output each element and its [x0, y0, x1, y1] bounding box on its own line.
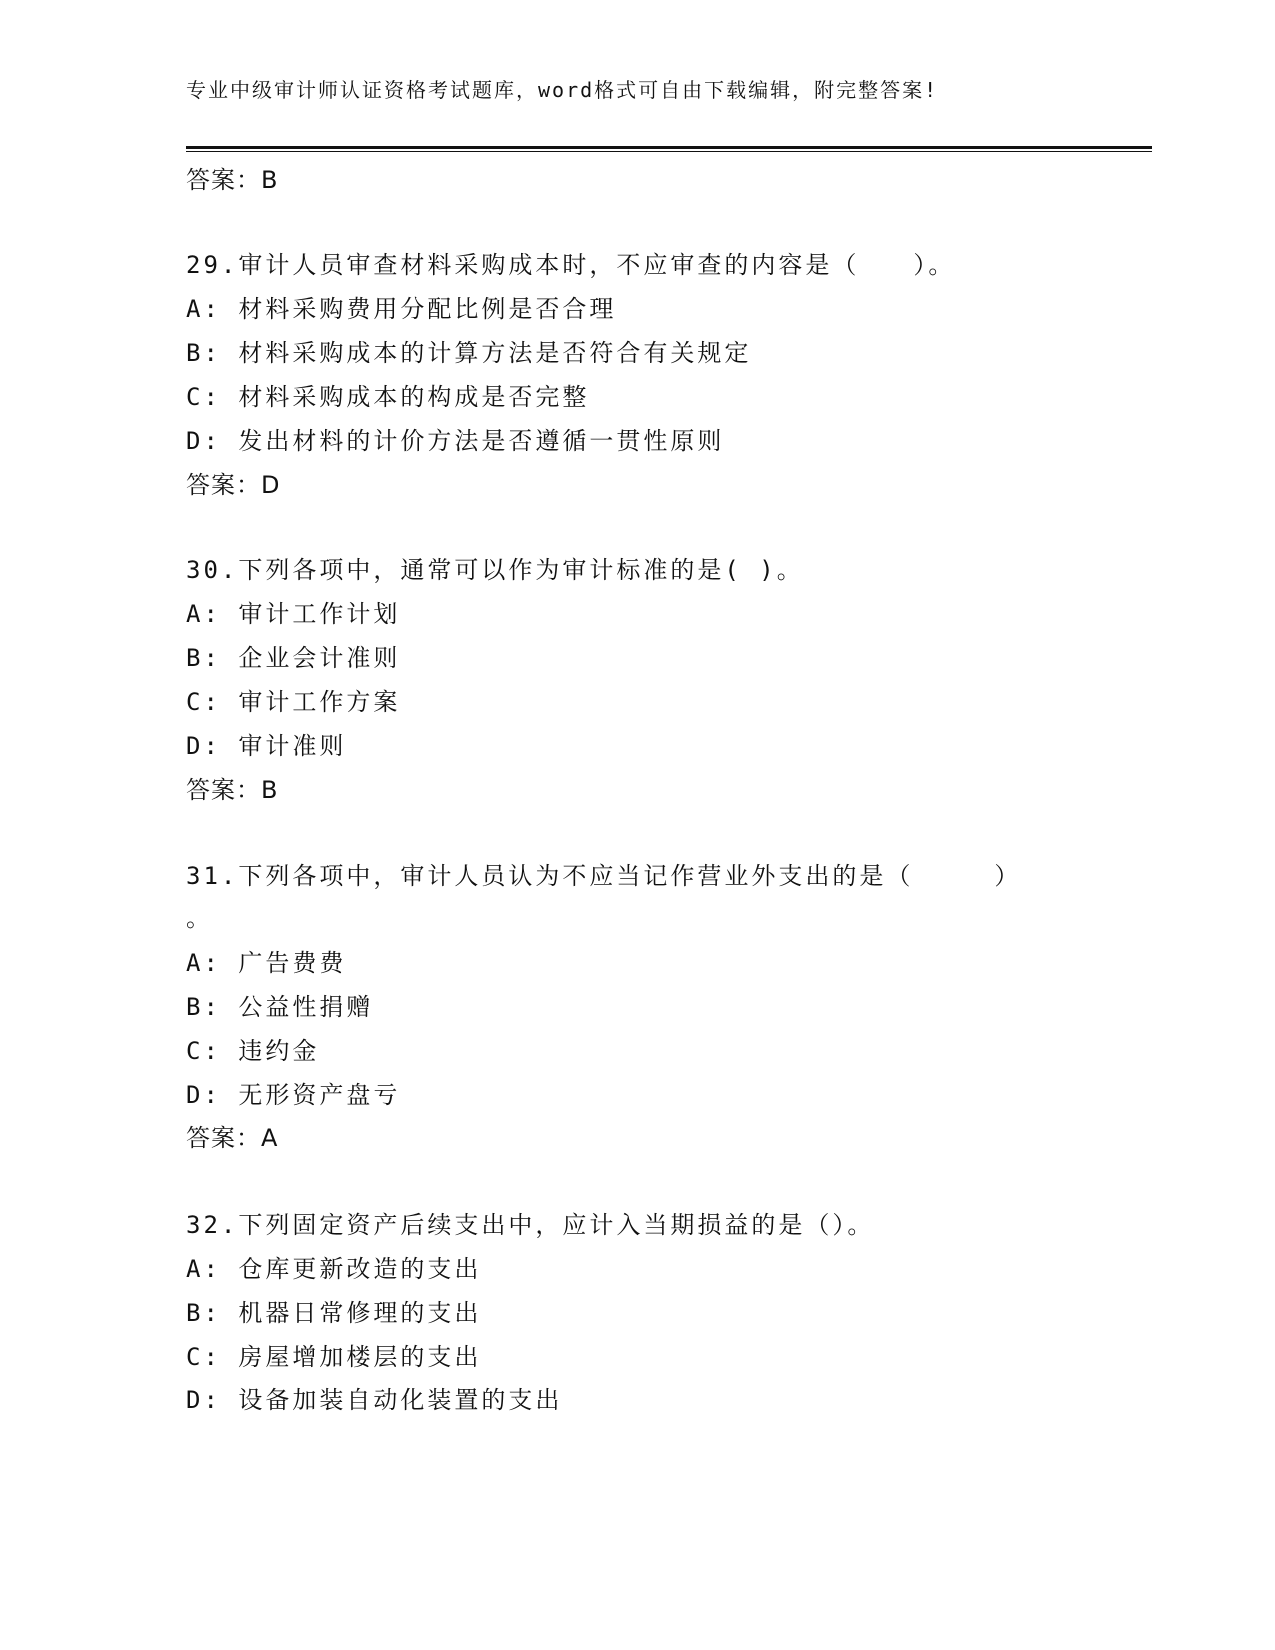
option-d: D: 发出材料的计价方法是否遵循一贯性原则 [186, 427, 725, 455]
answer-line: 答案：B [186, 166, 279, 194]
option-c: C: 审计工作方案 [186, 688, 401, 716]
option-c: C: 材料采购成本的构成是否完整 [186, 383, 590, 411]
option-b: B: 公益性捐赠 [186, 993, 374, 1021]
question-stem: 31.下列各项中，审计人员认为不应当记作营业外支出的是（ ） [186, 862, 1022, 890]
answer-line: 答案：D [186, 471, 281, 499]
option-b: B: 企业会计准则 [186, 644, 401, 672]
option-a: A: 审计工作计划 [186, 600, 401, 628]
option-a: A: 仓库更新改造的支出 [186, 1255, 482, 1283]
option-c: C: 违约金 [186, 1037, 320, 1065]
answer-line: 答案：B [186, 776, 279, 804]
page-header: 专业中级审计师认证资格考试题库，word格式可自由下载编辑，附完整答案! [186, 78, 939, 102]
option-d: D: 设备加装自动化装置的支出 [186, 1386, 563, 1414]
header-rule-thin [186, 151, 1152, 152]
option-d: D: 无形资产盘亏 [186, 1081, 401, 1109]
header-rule-thick [186, 146, 1152, 149]
question-stem: 30.下列各项中，通常可以作为审计标准的是( )。 [186, 556, 804, 584]
question-stem: 32.下列固定资产后续支出中，应计入当期损益的是（）。 [186, 1211, 875, 1239]
option-c: C: 房屋增加楼层的支出 [186, 1343, 482, 1371]
option-b: B: 材料采购成本的计算方法是否符合有关规定 [186, 339, 752, 367]
option-a: A: 广告费费 [186, 949, 347, 977]
answer-line: 答案：A [186, 1124, 279, 1152]
option-d: D: 审计准则 [186, 732, 347, 760]
question-stem: 29.审计人员审查材料采购成本时，不应审查的内容是（ ）。 [186, 251, 956, 279]
option-b: B: 机器日常修理的支出 [186, 1299, 482, 1327]
option-a: A: 材料采购费用分配比例是否合理 [186, 295, 617, 323]
question-stem-continuation: 。 [186, 904, 213, 932]
